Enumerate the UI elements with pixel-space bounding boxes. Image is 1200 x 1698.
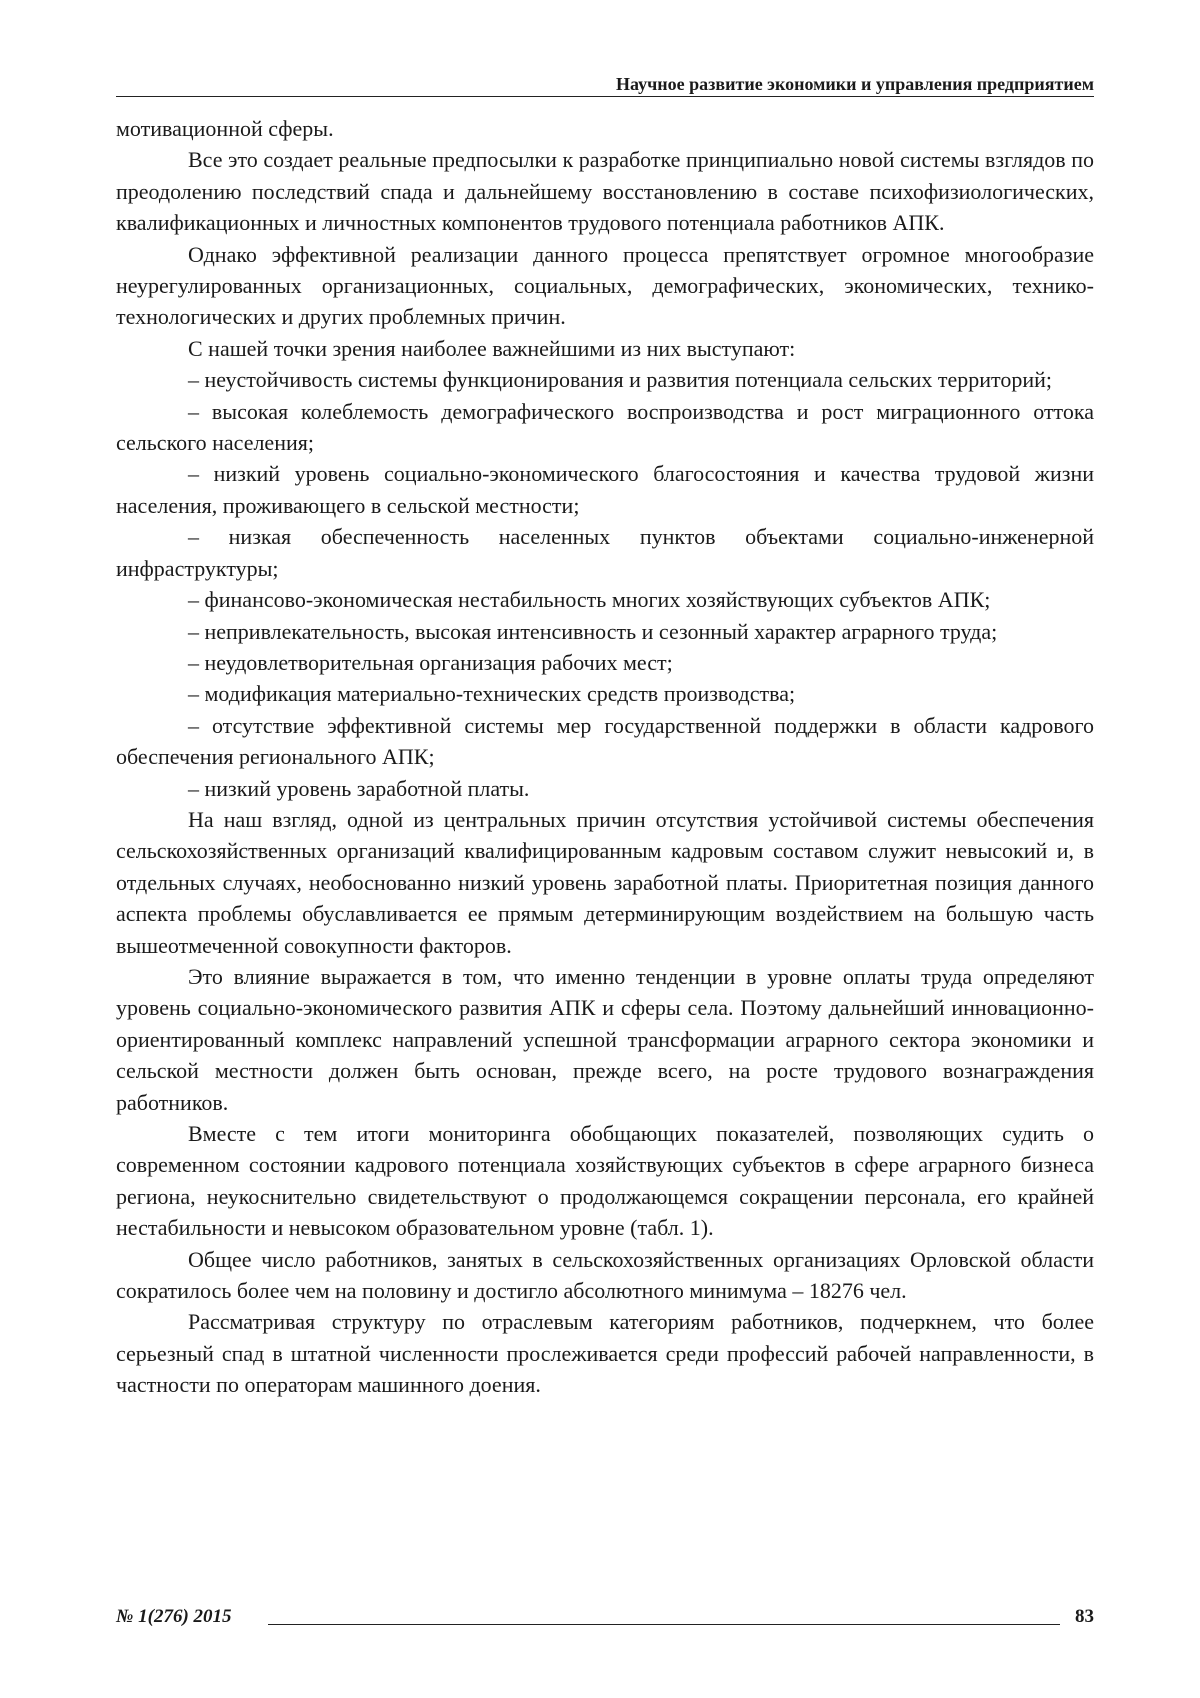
list-item: – неудовлетворительная организация рабочих мест; <box>116 647 1094 678</box>
paragraph: Рассматривая структуру по отраслевым категориям работников, подчеркнем, что более серьезный спад в штатной численности прослеживается среди профессий рабочей направленности, в частности по операторам машинного доения. <box>116 1306 1094 1400</box>
list-item: – высокая колеблемость демографического воспроизводства и рост миграционного оттока сельского населения; <box>116 396 1094 459</box>
page-header <box>116 66 1094 97</box>
list-item: – модификация материально-технических средств производства; <box>116 678 1094 709</box>
list-item: – низкая обеспеченность населенных пунктов объектами социально-инженерной инфраструктуры; <box>116 521 1094 584</box>
journal-title: Научное развитие экономики и управления предприятием <box>616 74 1094 95</box>
article-body <box>116 113 1094 1401</box>
page-footer <box>116 1602 1094 1632</box>
paragraph: Однако эффективной реализации данного процесса препятствует огромное многообразие неурегулированных организационных, социальных, демографических, экономических, технико-технологических и других проблемных причин. <box>116 239 1094 333</box>
paragraph: Общее число работников, занятых в сельскохозяйственных организациях Орловской области сократилось более чем на половину и достигло абсолютного минимума – 18276 чел. <box>116 1244 1094 1307</box>
paragraph: Все это создает реальные предпосылки к разработке принципиально новой системы взглядов по преодолению последствий спада и дальнейшему восстановлению в составе психофизиологических, квалификационных и личностных компонентов трудового потенциала работников АПК. <box>116 144 1094 238</box>
list-item: – неустойчивость системы функционирования и развития потенциала сельских территорий; <box>116 364 1094 395</box>
footer-divider <box>268 1624 1060 1625</box>
paragraph: На наш взгляд, одной из центральных причин отсутствия устойчивой системы обеспечения сельскохозяйственных организаций квалифицированным кадровым составом служит невысокий и, в отдельных случаях, необоснованно низкий уровень заработной платы. Приоритетная позиция данного аспекта проблемы обуславливается ее прямым детерминирующим воздействием на большую часть вышеотмеченной совокупности факторов. <box>116 804 1094 961</box>
page-number: 83 <box>1075 1606 1094 1628</box>
paragraph: Это влияние выражается в том, что именно тенденции в уровне оплаты труда определяют уровень социально-экономического развития АПК и сферы села. Поэтому дальнейший инновационно-ориентированный комплекс направлений успешной трансформации аграрного сектора экономики и сельской местности должен быть основан, прежде всего, на росте трудового вознаграждения работников. <box>116 961 1094 1118</box>
list-item: – финансово-экономическая нестабильность многих хозяйствующих субъектов АПК; <box>116 584 1094 615</box>
list-item: – низкий уровень социально-экономического благосостояния и качества трудовой жизни населения, проживающего в сельской местности; <box>116 458 1094 521</box>
list-item: – непривлекательность, высокая интенсивность и сезонный характер аграрного труда; <box>116 616 1094 647</box>
list-item: – низкий уровень заработной платы. <box>116 773 1094 804</box>
paragraph: Вместе с тем итоги мониторинга обобщающих показателей, позволяющих судить о современном состоянии кадрового потенциала хозяйствующих субъектов в сфере аграрного бизнеса региона, неукоснительно свидетельствуют о продолжающемся сокращении персонала, его крайней нестабильности и невысоком образовательном уровне (табл. 1). <box>116 1118 1094 1244</box>
issue-number: № 1(276) 2015 <box>116 1606 232 1628</box>
paragraph: С нашей точки зрения наиболее важнейшими из них выступают: <box>116 333 1094 364</box>
list-item: – отсутствие эффективной системы мер государственной поддержки в области кадрового обеспечения регионального АПК; <box>116 710 1094 773</box>
paragraph: мотивационной сферы. <box>116 113 1094 144</box>
